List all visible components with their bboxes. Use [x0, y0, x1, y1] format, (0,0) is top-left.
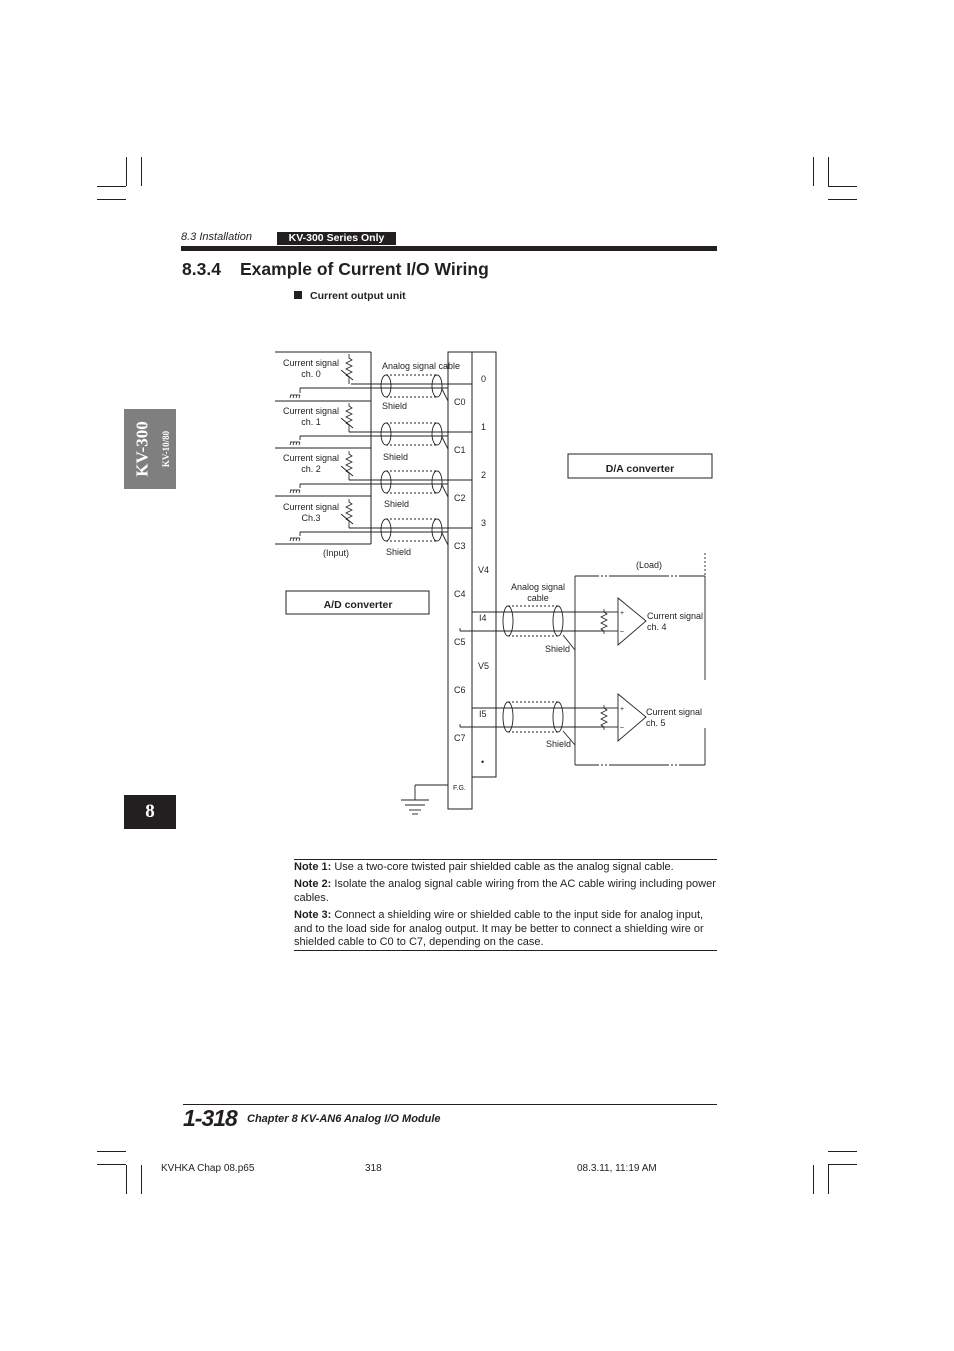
terminal-c2: C2	[454, 493, 466, 503]
input-ch0-label: Current signal	[282, 358, 340, 368]
shield-label-0: Shield	[382, 401, 408, 411]
output-cable-label-1: Analog signal	[510, 582, 566, 592]
note-2-text: Isolate the analog signal cable wiring from the AC cable wiring including power cables.	[294, 878, 716, 904]
shield-label-out-4: Shield	[545, 644, 571, 654]
output-ch5-num: ch. 5	[646, 718, 666, 728]
side-tab-minor-label: KV-10/80	[161, 430, 172, 468]
note-1-text: Use a two-core twisted pair shielded cable as the analog signal cable.	[334, 861, 674, 873]
shield-label-out-5: Shield	[546, 739, 572, 749]
output-cable-label-2: cable	[527, 593, 549, 603]
note-3-label: Note 3:	[294, 909, 332, 921]
note-1-label: Note 1:	[294, 861, 332, 873]
terminal-0: 0	[481, 374, 487, 384]
terminal-c4: C4	[454, 589, 466, 599]
input-cable-label: Analog signal cable	[382, 361, 461, 371]
terminal-c3: C3	[454, 541, 466, 551]
notes-bottom-rule	[294, 950, 717, 951]
da-converter-label: D/A converter	[605, 463, 675, 475]
input-ch3-label: Current signal	[282, 502, 340, 512]
shield-label-1: Shield	[383, 452, 409, 462]
section-title-text: Example of Current I/O Wiring	[240, 259, 489, 279]
terminal-v4: V4	[478, 565, 490, 575]
footer-chapter-title: Chapter 8 KV-AN6 Analog I/O Module	[247, 1113, 441, 1125]
input-ch3-num: Ch.3	[301, 513, 321, 523]
load-label: (Load)	[635, 560, 663, 570]
slug-date: 08.3.11, 11:19 AM	[577, 1163, 657, 1174]
input-ch2-num: ch. 2	[301, 464, 321, 474]
terminal-1: 1	[481, 422, 487, 432]
terminal-3: 3	[481, 518, 487, 528]
shield-label-2: Shield	[384, 499, 410, 509]
chapter-tab: 8	[124, 795, 176, 829]
section-number: 8.3.4	[182, 259, 221, 279]
minus-ch5: –	[620, 724, 624, 731]
note-3	[294, 909, 718, 950]
page-number: 1-318	[183, 1105, 237, 1131]
plus-ch4: +	[620, 610, 625, 617]
terminal-c0: C0	[454, 397, 466, 407]
terminal-c7: C7	[454, 733, 466, 743]
terminal-v5: V5	[478, 661, 490, 671]
terminal-i4: I4	[479, 613, 487, 623]
note-2	[294, 878, 718, 905]
footer-rule	[183, 1104, 717, 1105]
note-3-text: Connect a shielding wire or shielded cable to the input side for analog input, and to the load side for analog output. It may be better to connect a shielding wire or shielded cable to C0 to C7, depending on the case.	[294, 909, 704, 948]
subheading-text: Current output unit	[310, 290, 406, 302]
note-2-label: Note 2:	[294, 878, 332, 890]
input-label: (Input)	[322, 548, 350, 558]
series-tag: KV-300 Series Only	[277, 232, 396, 245]
section-breadcrumb: 8.3 Installation	[181, 231, 252, 243]
note-1	[294, 861, 718, 875]
input-ch2-label: Current signal	[282, 453, 340, 463]
output-ch5-label: Current signal	[646, 707, 703, 717]
terminal-dot: •	[481, 757, 485, 767]
terminal-i5: I5	[479, 709, 487, 719]
notes-top-rule	[294, 859, 717, 860]
shield-label-3: Shield	[386, 547, 412, 557]
terminal-c6: C6	[454, 685, 466, 695]
terminal-fg: F.G.	[453, 785, 466, 792]
side-tab-main-label: KV-300	[132, 421, 152, 477]
plus-ch5: +	[620, 706, 625, 713]
slug-file: KVHKA Chap 08.p65	[161, 1163, 255, 1174]
output-ch4-num: ch. 4	[647, 622, 667, 632]
input-ch1-label: Current signal	[282, 406, 340, 416]
terminal-c1: C1	[454, 445, 466, 455]
terminal-c5: C5	[454, 637, 466, 647]
ad-converter-label: A/D converter	[323, 599, 393, 611]
input-ch0-num: ch. 0	[301, 369, 321, 379]
input-ch1-num: ch. 1	[301, 417, 321, 427]
minus-ch4: –	[620, 628, 624, 635]
terminal-2: 2	[481, 470, 487, 480]
slug-page: 318	[365, 1163, 382, 1174]
output-ch4-label: Current signal	[647, 611, 704, 621]
